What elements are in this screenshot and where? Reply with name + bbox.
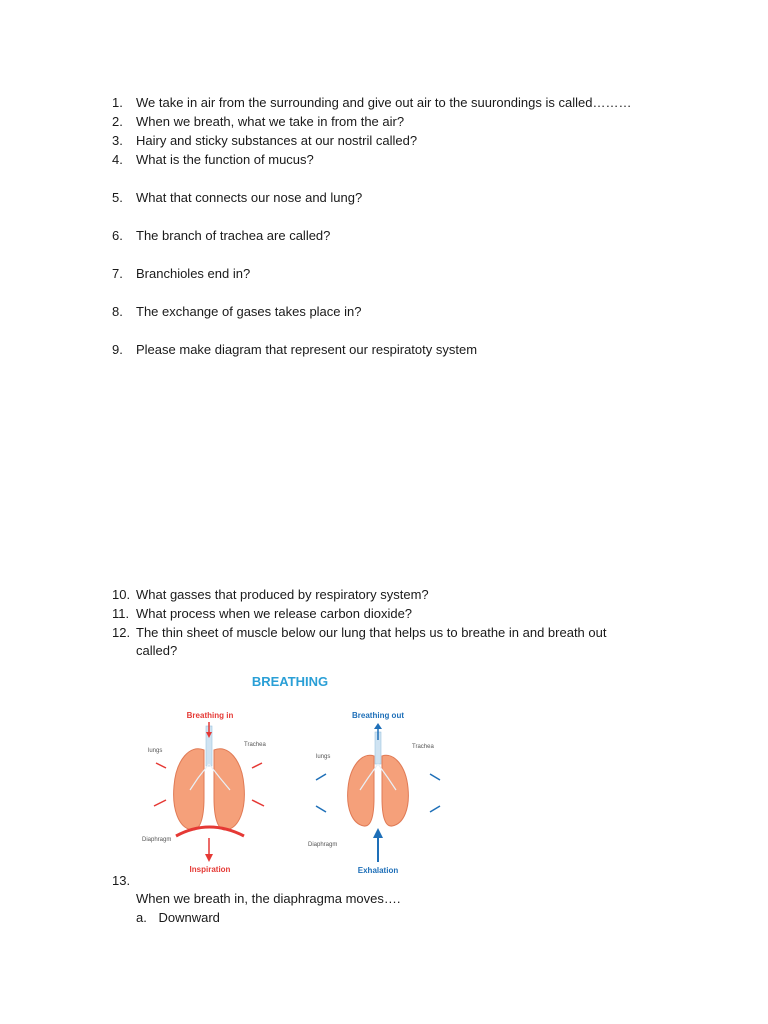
question-text: What that connects our nose and lung? xyxy=(136,190,363,205)
inhale-footer: Inspiration xyxy=(189,865,231,874)
question-text: Branchioles end in? xyxy=(136,266,251,281)
inhale-header: Breathing in xyxy=(186,711,234,720)
exhale-lungs-label: lungs xyxy=(316,754,331,760)
left-lung-icon xyxy=(174,749,204,830)
question-number: 12. xyxy=(112,625,131,640)
figure-title: BREATHING xyxy=(251,674,329,689)
question-text: When we breath in, the diaphragma moves…. xyxy=(136,891,401,906)
question-number: 4. xyxy=(112,152,123,167)
left-lung-icon xyxy=(348,755,374,826)
question-number: 9. xyxy=(112,342,123,357)
inhale-panel xyxy=(142,711,266,874)
question-number: 2. xyxy=(112,114,123,129)
question-text: The exchange of gases takes place in? xyxy=(136,304,362,319)
question-text: Hairy and sticky substances at our nostril called? xyxy=(136,133,418,148)
question-number: 3. xyxy=(112,133,123,148)
question-text: Please make diagram that represent our respiratoty system xyxy=(136,342,478,357)
exhale-trachea-label: Trachea xyxy=(412,744,434,750)
question-number: 8. xyxy=(112,304,123,319)
question-number: 13. xyxy=(112,873,131,888)
question-text: When we breath, what we take in from the air? xyxy=(136,114,405,129)
question-text: What gasses that produced by respiratory system? xyxy=(136,587,429,602)
exhale-panel xyxy=(308,711,440,875)
question-number: 11. xyxy=(112,606,130,621)
breathing-diagram xyxy=(140,668,460,878)
question-number: 6. xyxy=(112,228,123,243)
inhale-trachea-label: Trachea xyxy=(244,742,266,748)
question-text: What process when we release carbon dioxide? xyxy=(136,606,413,621)
inhale-lungs-label: lungs xyxy=(148,748,163,754)
inhale-diaphragm-label: Diaphragm xyxy=(142,837,172,843)
question-text: What is the function of mucus? xyxy=(136,152,314,167)
exhale-footer: Exhalation xyxy=(357,866,399,875)
question-text: The thin sheet of muscle below our lung that helps us to breathe in and breath out called? xyxy=(136,625,607,658)
exhale-header: Breathing out xyxy=(352,711,404,720)
option-a xyxy=(136,909,220,927)
option-letter: a. xyxy=(136,910,147,925)
question-text: The branch of trachea are called? xyxy=(136,228,331,243)
question-number: 5. xyxy=(112,190,123,205)
option-text: Downward xyxy=(158,910,220,925)
right-lung-icon xyxy=(382,755,408,826)
question-number: 7. xyxy=(112,266,123,281)
exhale-diaphragm-label: Diaphragm xyxy=(308,842,338,848)
question-text: We take in air from the surrounding and give out air to the suurondings is called……… xyxy=(136,95,632,110)
question-number: 10. xyxy=(112,587,131,602)
question-number: 1. xyxy=(112,95,123,110)
